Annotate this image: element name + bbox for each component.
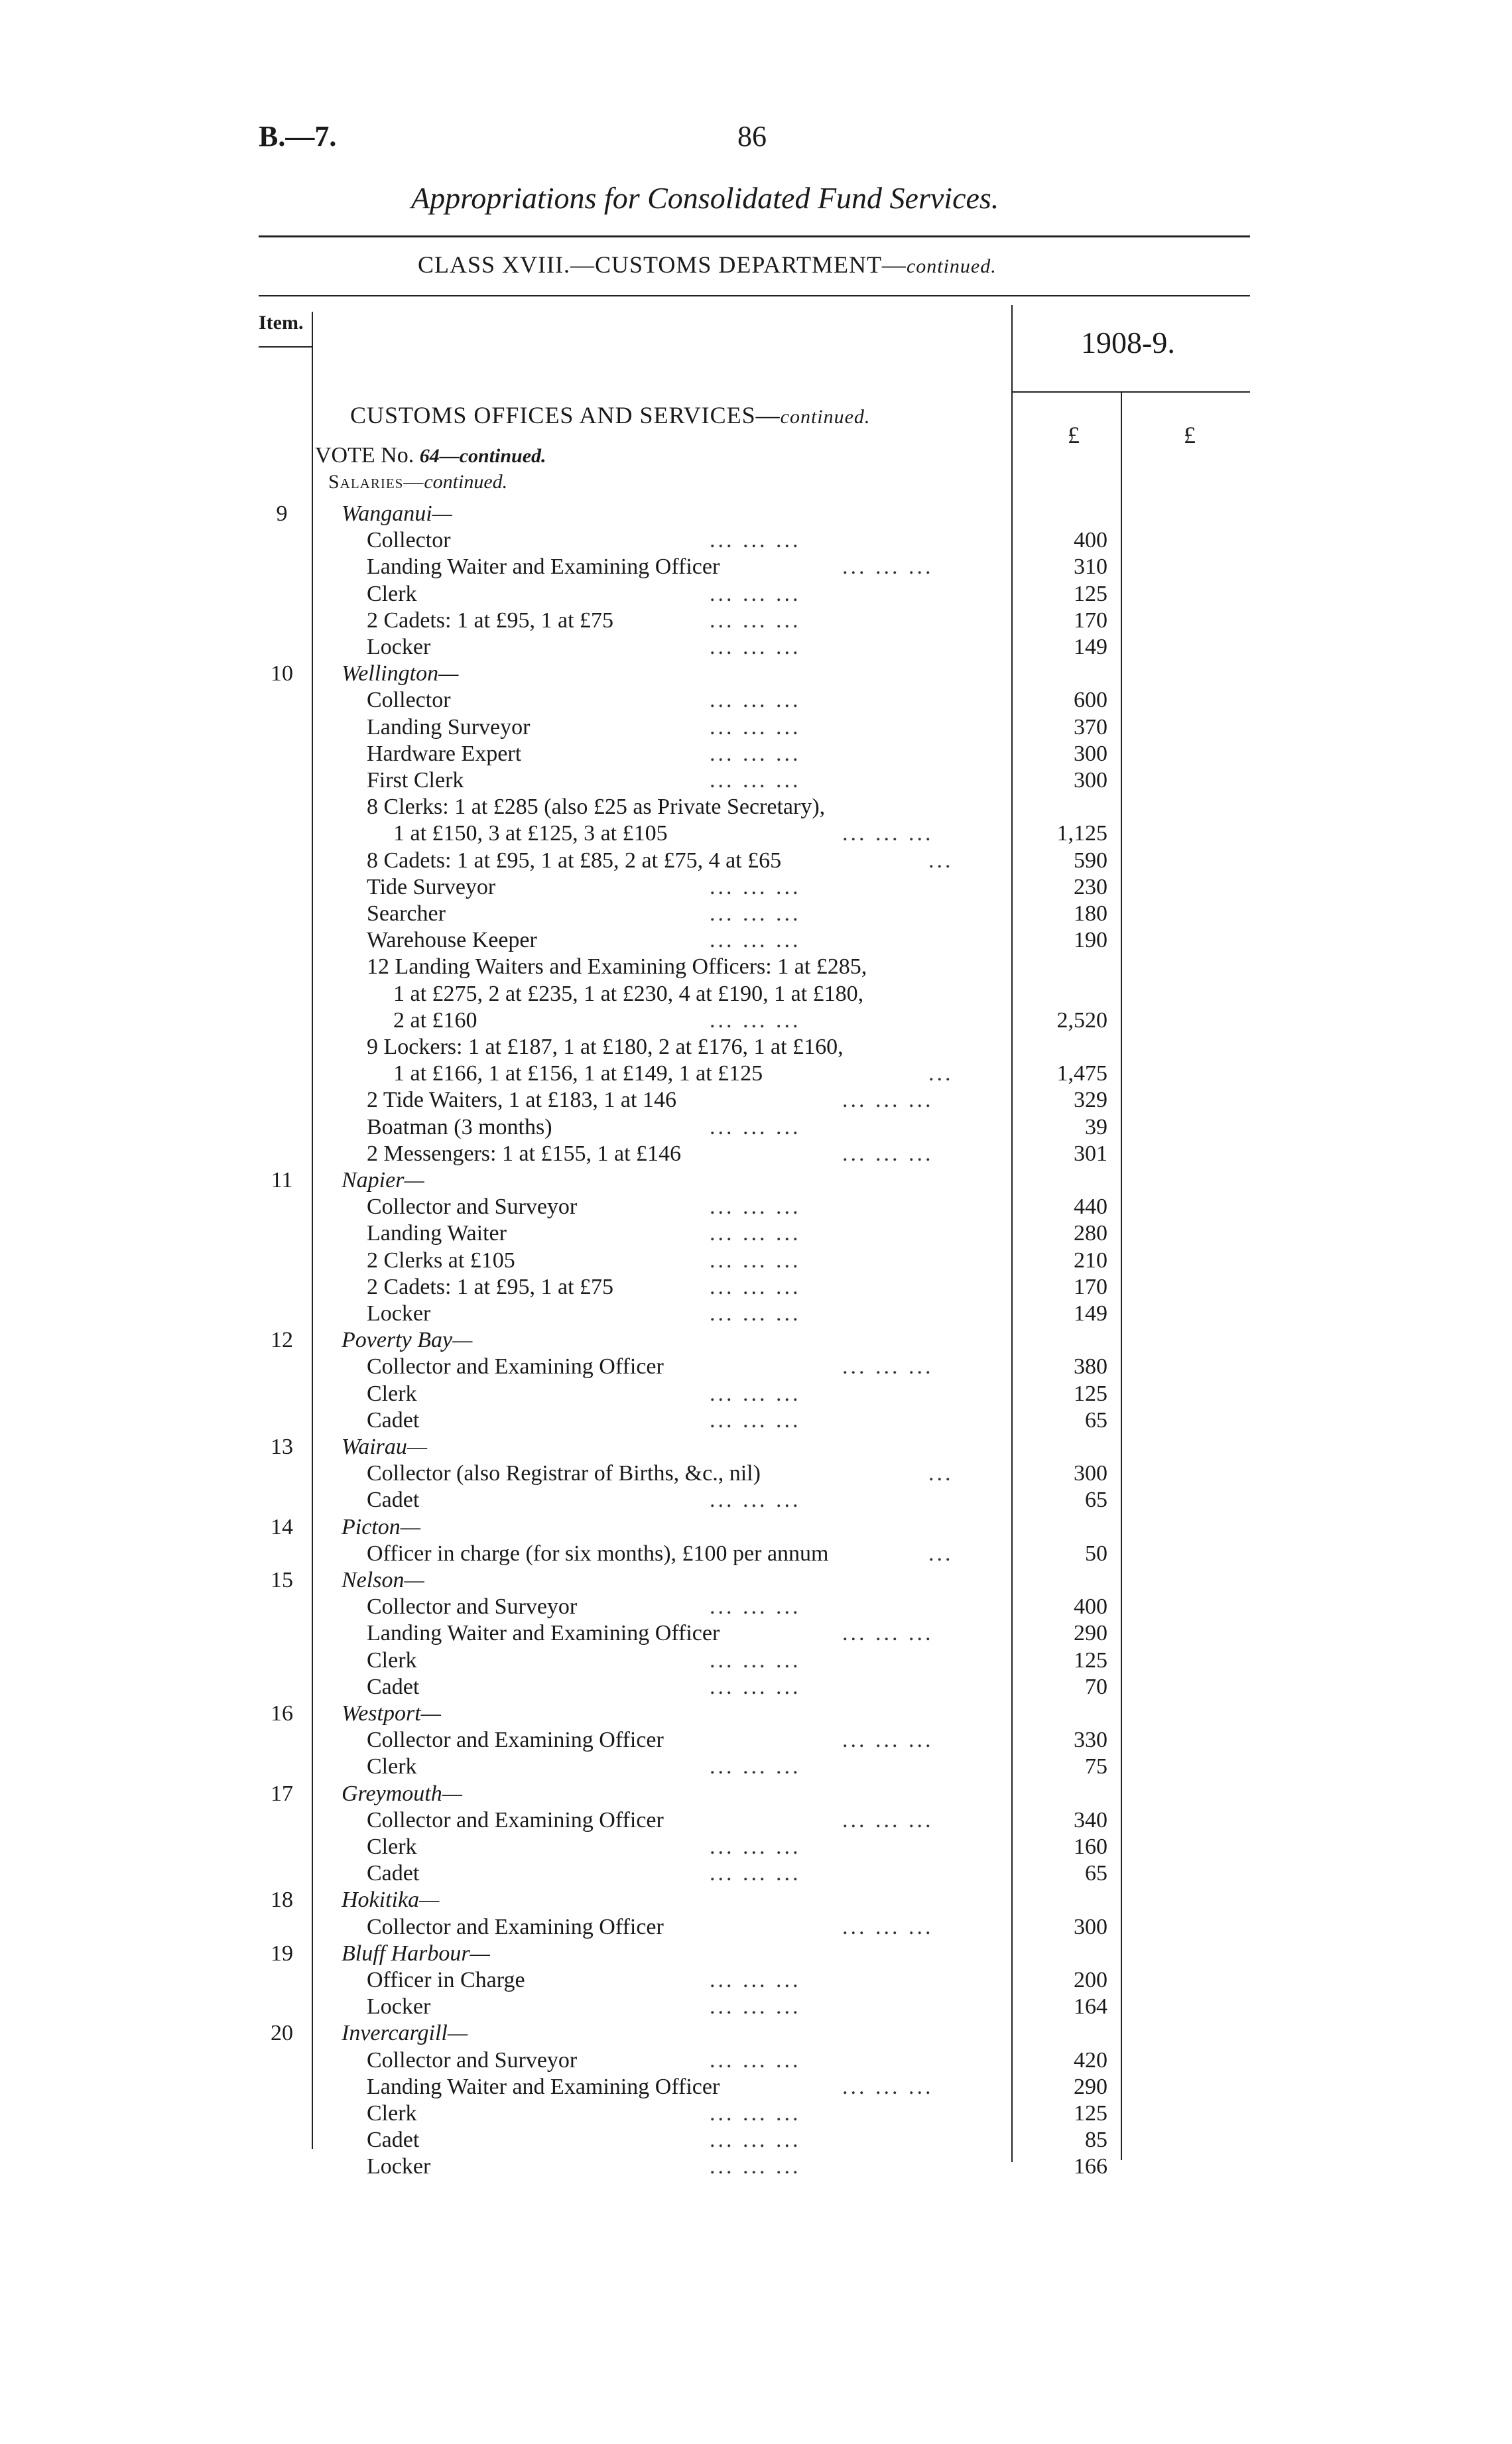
- office-location: Hokitika—: [342, 1888, 440, 1912]
- line-item-text: Collector (also Registrar of Births, &c., nil): [367, 1461, 761, 1486]
- dot-leader: ... ... ...: [842, 1088, 934, 1112]
- line-item-text: 1 at £150, 3 at £125, 3 at £105: [393, 821, 668, 846]
- document-code: B.—7.: [259, 120, 337, 153]
- dot-leader: ... ... ...: [842, 554, 934, 579]
- dot-leader: ... ... ...: [710, 1594, 801, 1619]
- dot-leader: ... ... ...: [842, 1354, 934, 1379]
- table-row: [0, 1434, 1512, 1460]
- dot-leader: ...: [928, 1461, 954, 1486]
- office-location: Wanganui—: [342, 501, 452, 526]
- item-number: 10: [271, 661, 293, 686]
- table-row: [0, 1807, 1512, 1834]
- line-item-text: Collector and Surveyor: [367, 2048, 578, 2073]
- amount-1908-9: 400: [1074, 1594, 1107, 1619]
- line-item-text: Collector and Surveyor: [367, 1594, 578, 1619]
- table-row: [0, 1727, 1512, 1754]
- amount-1908-9: 125: [1074, 1648, 1107, 1673]
- table-row: [0, 1087, 1512, 1114]
- line-item-text: Locker: [367, 1994, 431, 2019]
- line-item-text: Cadet: [367, 1675, 420, 1699]
- line-item-text: Landing Waiter and Examining Officer: [367, 2075, 720, 2099]
- dot-leader: ... ... ...: [710, 768, 801, 793]
- table-row: [0, 1594, 1512, 1620]
- dot-leader: ... ... ...: [710, 1861, 801, 1886]
- item-number: 12: [271, 1328, 293, 1352]
- table-row: [0, 767, 1512, 794]
- office-location: Invercargill—: [342, 2021, 468, 2045]
- amount-1908-9: 2,520: [1056, 1008, 1107, 1033]
- dot-leader: ... ... ...: [710, 741, 801, 766]
- table-row: [0, 1674, 1512, 1701]
- dot-leader: ... ... ...: [710, 1994, 801, 2019]
- year-header-underline: [1011, 391, 1250, 393]
- table-row: [0, 2127, 1512, 2154]
- line-item-text: Searcher: [367, 901, 446, 926]
- table-row: [0, 794, 1512, 820]
- amount-1908-9: 1,125: [1056, 821, 1107, 846]
- table-row: [0, 1141, 1512, 1167]
- line-item-text: Cadet: [367, 1861, 420, 1886]
- dot-leader: ... ... ...: [710, 1194, 801, 1219]
- amount-1908-9: 125: [1074, 1382, 1107, 1406]
- page-title: Appropriations for Consolidated Fund Services.: [411, 181, 999, 215]
- line-item-text: 2 Cadets: 1 at £95, 1 at £75: [367, 608, 614, 633]
- amount-1908-9: 170: [1074, 608, 1107, 633]
- line-item-text: Collector and Examining Officer: [367, 1915, 664, 1939]
- table-row: [0, 1301, 1512, 1327]
- line-item-text: Collector and Surveyor: [367, 1194, 578, 1219]
- line-item-text: Clerk: [367, 1648, 417, 1673]
- table-row: [0, 554, 1512, 580]
- amount-1908-9: 210: [1074, 1248, 1107, 1273]
- line-item-text: 8 Clerks: 1 at £285 (also £25 as Private Secretary),: [367, 795, 826, 819]
- amount-1908-9: 280: [1074, 1221, 1107, 1246]
- line-item-text: 9 Lockers: 1 at £187, 1 at £180, 2 at £176, 1 at £160,: [367, 1035, 844, 1059]
- item-column-header: Item.: [259, 312, 304, 334]
- dot-leader: ... ... ...: [842, 821, 934, 846]
- line-item-text: Cadet: [367, 1488, 420, 1512]
- table-row: [0, 1567, 1512, 1594]
- title-rule: [259, 235, 1250, 237]
- item-number: 20: [271, 2021, 293, 2045]
- line-item-text: Tide Surveyor: [367, 875, 496, 899]
- amount-1908-9: 420: [1074, 2048, 1107, 2073]
- table-row: [0, 1860, 1512, 1887]
- table-row: [0, 1701, 1512, 1727]
- line-item-text: Collector and Examining Officer: [367, 1808, 664, 1833]
- office-location: Nelson—: [342, 1568, 424, 1592]
- currency-label-col1: £: [1068, 422, 1080, 448]
- amount-1908-9: 149: [1074, 635, 1107, 659]
- line-item-text: Collector: [367, 688, 451, 712]
- line-item-text: Locker: [367, 1301, 431, 1326]
- table-row: [0, 1061, 1512, 1087]
- amount-1908-9: 170: [1074, 1275, 1107, 1299]
- amount-1908-9: 1,475: [1056, 1061, 1107, 1086]
- dot-leader: ... ... ...: [710, 875, 801, 899]
- line-item-text: Officer in charge (for six months), £100 per annum: [367, 1541, 829, 1566]
- amount-1908-9: 164: [1074, 1994, 1107, 2019]
- dot-leader: ... ... ...: [710, 1008, 801, 1033]
- amount-1908-9: 300: [1074, 741, 1107, 766]
- dot-leader: ... ... ...: [710, 1754, 801, 1779]
- line-item-text: 8 Cadets: 1 at £95, 1 at £85, 2 at £75, 4 at £65: [367, 848, 782, 873]
- table-row: [0, 1381, 1512, 1407]
- table-row: [0, 2154, 1512, 2180]
- line-item-text: Collector: [367, 528, 451, 552]
- dot-leader: ... ... ...: [710, 1648, 801, 1673]
- dot-leader: ... ... ...: [842, 1808, 934, 1833]
- table-row: [0, 1914, 1512, 1941]
- amount-1908-9: 230: [1074, 875, 1107, 899]
- item-number: 11: [271, 1168, 293, 1192]
- line-item-text: Landing Waiter and Examining Officer: [367, 554, 720, 579]
- table-row: [0, 687, 1512, 714]
- table-row: [0, 1514, 1512, 1541]
- table-row: [0, 1274, 1512, 1301]
- line-item-text: Collector and Examining Officer: [367, 1728, 664, 1752]
- line-item-text: Landing Waiter and Examining Officer: [367, 1621, 720, 1645]
- amount-1908-9: 400: [1074, 528, 1107, 552]
- table-row: [0, 1327, 1512, 1354]
- table-row: [0, 1994, 1512, 2020]
- line-item-text: Clerk: [367, 2101, 417, 2126]
- table-row: [0, 1834, 1512, 1860]
- line-item-text: Cadet: [367, 1408, 420, 1433]
- office-location: Wellington—: [342, 661, 459, 686]
- item-number: 13: [271, 1435, 293, 1459]
- amount-1908-9: 75: [1085, 1754, 1107, 1779]
- amount-1908-9: 50: [1085, 1541, 1107, 1566]
- amount-1908-9: 125: [1074, 2101, 1107, 2126]
- amount-1908-9: 70: [1085, 1675, 1107, 1699]
- table-row: [0, 2047, 1512, 2074]
- office-location: Napier—: [342, 1168, 424, 1192]
- dot-leader: ... ... ...: [710, 1675, 801, 1699]
- dot-leader: ... ... ...: [710, 635, 801, 659]
- table-row: [0, 1354, 1512, 1380]
- table-row: [0, 527, 1512, 554]
- table-row: [0, 2074, 1512, 2100]
- item-number: 14: [271, 1515, 293, 1539]
- line-item-text: 12 Landing Waiters and Examining Officers: 1 at £285,: [367, 954, 867, 979]
- table-row: [0, 927, 1512, 954]
- item-number: 18: [271, 1888, 293, 1912]
- line-item-text: 1 at £275, 2 at £235, 1 at £230, 4 at £190, 1 at £180,: [393, 982, 864, 1006]
- section-title-text: CUSTOMS OFFICES AND SERVICES—: [350, 402, 781, 428]
- line-item-text: Warehouse Keeper: [367, 928, 537, 952]
- line-item-text: Landing Surveyor: [367, 715, 531, 740]
- amount-1908-9: 149: [1074, 1301, 1107, 1326]
- amount-1908-9: 166: [1074, 2154, 1107, 2179]
- amount-1908-9: 190: [1074, 928, 1107, 952]
- item-number: 15: [271, 1568, 293, 1592]
- amount-1908-9: 440: [1074, 1194, 1107, 1219]
- table-row: [0, 661, 1512, 687]
- amount-1908-9: 600: [1074, 688, 1107, 712]
- line-item-text: 2 Cadets: 1 at £95, 1 at £75: [367, 1275, 614, 1299]
- office-location: Bluff Harbour—: [342, 1941, 490, 1966]
- dot-leader: ... ... ...: [710, 1408, 801, 1433]
- table-row: [0, 981, 1512, 1007]
- amount-1908-9: 200: [1074, 1968, 1107, 1992]
- year-column-header: 1908-9.: [1081, 326, 1175, 359]
- table-row: [0, 1194, 1512, 1220]
- dot-leader: ... ... ...: [710, 715, 801, 740]
- table-row: [0, 608, 1512, 634]
- dot-leader: ... ... ...: [710, 2048, 801, 2073]
- dot-leader: ... ... ...: [842, 1915, 934, 1939]
- dot-leader: ... ... ...: [710, 928, 801, 952]
- table-row: [0, 1967, 1512, 1994]
- vote-number: 64—continued.: [419, 445, 546, 467]
- table-row: [0, 1887, 1512, 1913]
- table-row: [0, 1248, 1512, 1274]
- vote-prefix: VOTE No.: [315, 443, 420, 468]
- amount-1908-9: 125: [1074, 582, 1107, 606]
- line-item-text: 2 Clerks at £105: [367, 1248, 515, 1273]
- table-row: [0, 1007, 1512, 1034]
- table-row: [0, 1220, 1512, 1247]
- dot-leader: ... ... ...: [710, 1221, 801, 1246]
- office-location: Wairau—: [342, 1435, 428, 1459]
- table-row: [0, 1781, 1512, 1807]
- office-location: Poverty Bay—: [342, 1328, 473, 1352]
- table-row: [0, 848, 1512, 874]
- class-heading-text: CLASS XVIII.—CUSTOMS DEPARTMENT—: [418, 251, 907, 278]
- section-title-continued: continued.: [780, 406, 871, 428]
- amount-1908-9: 300: [1074, 1915, 1107, 1939]
- dot-leader: ... ... ...: [710, 608, 801, 633]
- item-number: 19: [271, 1941, 293, 1966]
- amount-1908-9: 160: [1074, 1834, 1107, 1859]
- class-heading: [418, 251, 997, 279]
- amount-1908-9: 300: [1074, 768, 1107, 793]
- table-row: [0, 874, 1512, 901]
- amount-1908-9: 290: [1074, 2075, 1107, 2099]
- salaries-label: Salaries—: [328, 471, 424, 493]
- amount-1908-9: 301: [1074, 1141, 1107, 1166]
- line-item-text: Cadet: [367, 2128, 420, 2152]
- line-item-text: 2 Tide Waiters, 1 at £183, 1 at 146: [367, 1088, 676, 1112]
- table-row: [0, 820, 1512, 847]
- table-row: [0, 1754, 1512, 1780]
- table-row: [0, 1941, 1512, 1967]
- dot-leader: ... ... ...: [842, 1621, 934, 1645]
- currency-label-col2: £: [1184, 422, 1196, 448]
- item-number: 9: [276, 501, 288, 526]
- item-header-underline: [259, 346, 312, 348]
- amount-1908-9: 85: [1085, 2128, 1107, 2152]
- dot-leader: ... ... ...: [710, 1488, 801, 1512]
- section-title: [350, 401, 870, 429]
- dot-leader: ... ... ...: [710, 2101, 801, 2126]
- table-row: [0, 1407, 1512, 1434]
- amount-1908-9: 300: [1074, 1461, 1107, 1486]
- dot-leader: ... ... ...: [710, 1968, 801, 1992]
- line-item-text: 1 at £166, 1 at £156, 1 at £149, 1 at £125: [393, 1061, 763, 1086]
- dot-leader: ... ... ...: [842, 2075, 934, 2099]
- salaries-subheading: [328, 471, 507, 493]
- amount-1908-9: 65: [1085, 1861, 1107, 1886]
- table-row: [0, 634, 1512, 661]
- table-row: [0, 1114, 1512, 1141]
- amount-1908-9: 330: [1074, 1728, 1107, 1752]
- salaries-continued: continued.: [424, 471, 508, 493]
- amount-1908-9: 180: [1074, 901, 1107, 926]
- line-item-text: Clerk: [367, 1754, 417, 1779]
- table-row: [0, 581, 1512, 608]
- dot-leader: ... ... ...: [710, 1301, 801, 1326]
- amount-1908-9: 370: [1074, 715, 1107, 740]
- table-row: [0, 741, 1512, 767]
- dot-leader: ... ... ...: [710, 2128, 801, 2152]
- table-row: [0, 2020, 1512, 2047]
- dot-leader: ... ... ...: [710, 1382, 801, 1406]
- amount-1908-9: 65: [1085, 1408, 1107, 1433]
- amount-1908-9: 380: [1074, 1354, 1107, 1379]
- dot-leader: ...: [928, 848, 954, 873]
- amount-1908-9: 39: [1085, 1115, 1107, 1139]
- dot-leader: ... ... ...: [710, 1248, 801, 1273]
- class-heading-continued: continued.: [906, 255, 997, 277]
- line-item-text: 2 at £160: [393, 1008, 477, 1033]
- amount-1908-9: 310: [1074, 554, 1107, 579]
- dot-leader: ...: [928, 1061, 954, 1086]
- line-item-text: Clerk: [367, 1382, 417, 1406]
- amount-1908-9: 329: [1074, 1088, 1107, 1112]
- table-row: [0, 1460, 1512, 1487]
- vote-line: [315, 443, 546, 468]
- amount-1908-9: 290: [1074, 1621, 1107, 1645]
- line-item-text: Clerk: [367, 1834, 417, 1859]
- table-row: [0, 901, 1512, 927]
- dot-leader: ... ... ...: [710, 1834, 801, 1859]
- item-number: 17: [271, 1781, 293, 1806]
- line-item-text: Hardware Expert: [367, 741, 522, 766]
- table-row: [0, 2100, 1512, 2127]
- line-item-text: First Clerk: [367, 768, 464, 793]
- dot-leader: ... ... ...: [710, 901, 801, 926]
- amount-1908-9: 340: [1074, 1808, 1107, 1833]
- dot-leader: ... ... ...: [710, 2154, 801, 2179]
- line-item-text: 2 Messengers: 1 at £155, 1 at £146: [367, 1141, 682, 1166]
- dot-leader: ... ... ...: [710, 1115, 801, 1139]
- office-location: Picton—: [342, 1515, 420, 1539]
- line-item-text: Officer in Charge: [367, 1968, 525, 1992]
- table-row: [0, 501, 1512, 527]
- table-row: [0, 1620, 1512, 1647]
- table-row: [0, 1647, 1512, 1674]
- table-row: [0, 1167, 1512, 1194]
- dot-leader: ... ... ...: [710, 1275, 801, 1299]
- dot-leader: ... ... ...: [710, 688, 801, 712]
- line-item-text: Landing Waiter: [367, 1221, 507, 1246]
- office-location: Westport—: [342, 1701, 441, 1726]
- table-row: [0, 714, 1512, 741]
- dot-leader: ...: [928, 1541, 954, 1566]
- amount-1908-9: 65: [1085, 1488, 1107, 1512]
- table-row: [0, 1487, 1512, 1513]
- class-rule: [259, 295, 1250, 296]
- line-item-text: Locker: [367, 2154, 431, 2179]
- table-row: [0, 954, 1512, 980]
- line-item-text: Collector and Examining Officer: [367, 1354, 664, 1379]
- dot-leader: ... ... ...: [710, 528, 801, 552]
- table-row: [0, 1541, 1512, 1567]
- page-number: 86: [737, 120, 767, 153]
- dot-leader: ... ... ...: [710, 582, 801, 606]
- amount-1908-9: 590: [1074, 848, 1107, 873]
- dot-leader: ... ... ...: [842, 1728, 934, 1752]
- dot-leader: ... ... ...: [842, 1141, 934, 1166]
- line-item-text: Boatman (3 months): [367, 1115, 552, 1139]
- line-item-text: Locker: [367, 635, 431, 659]
- line-item-text: Clerk: [367, 582, 417, 606]
- item-number: 16: [271, 1701, 293, 1726]
- office-location: Greymouth—: [342, 1781, 462, 1806]
- table-row: [0, 1034, 1512, 1061]
